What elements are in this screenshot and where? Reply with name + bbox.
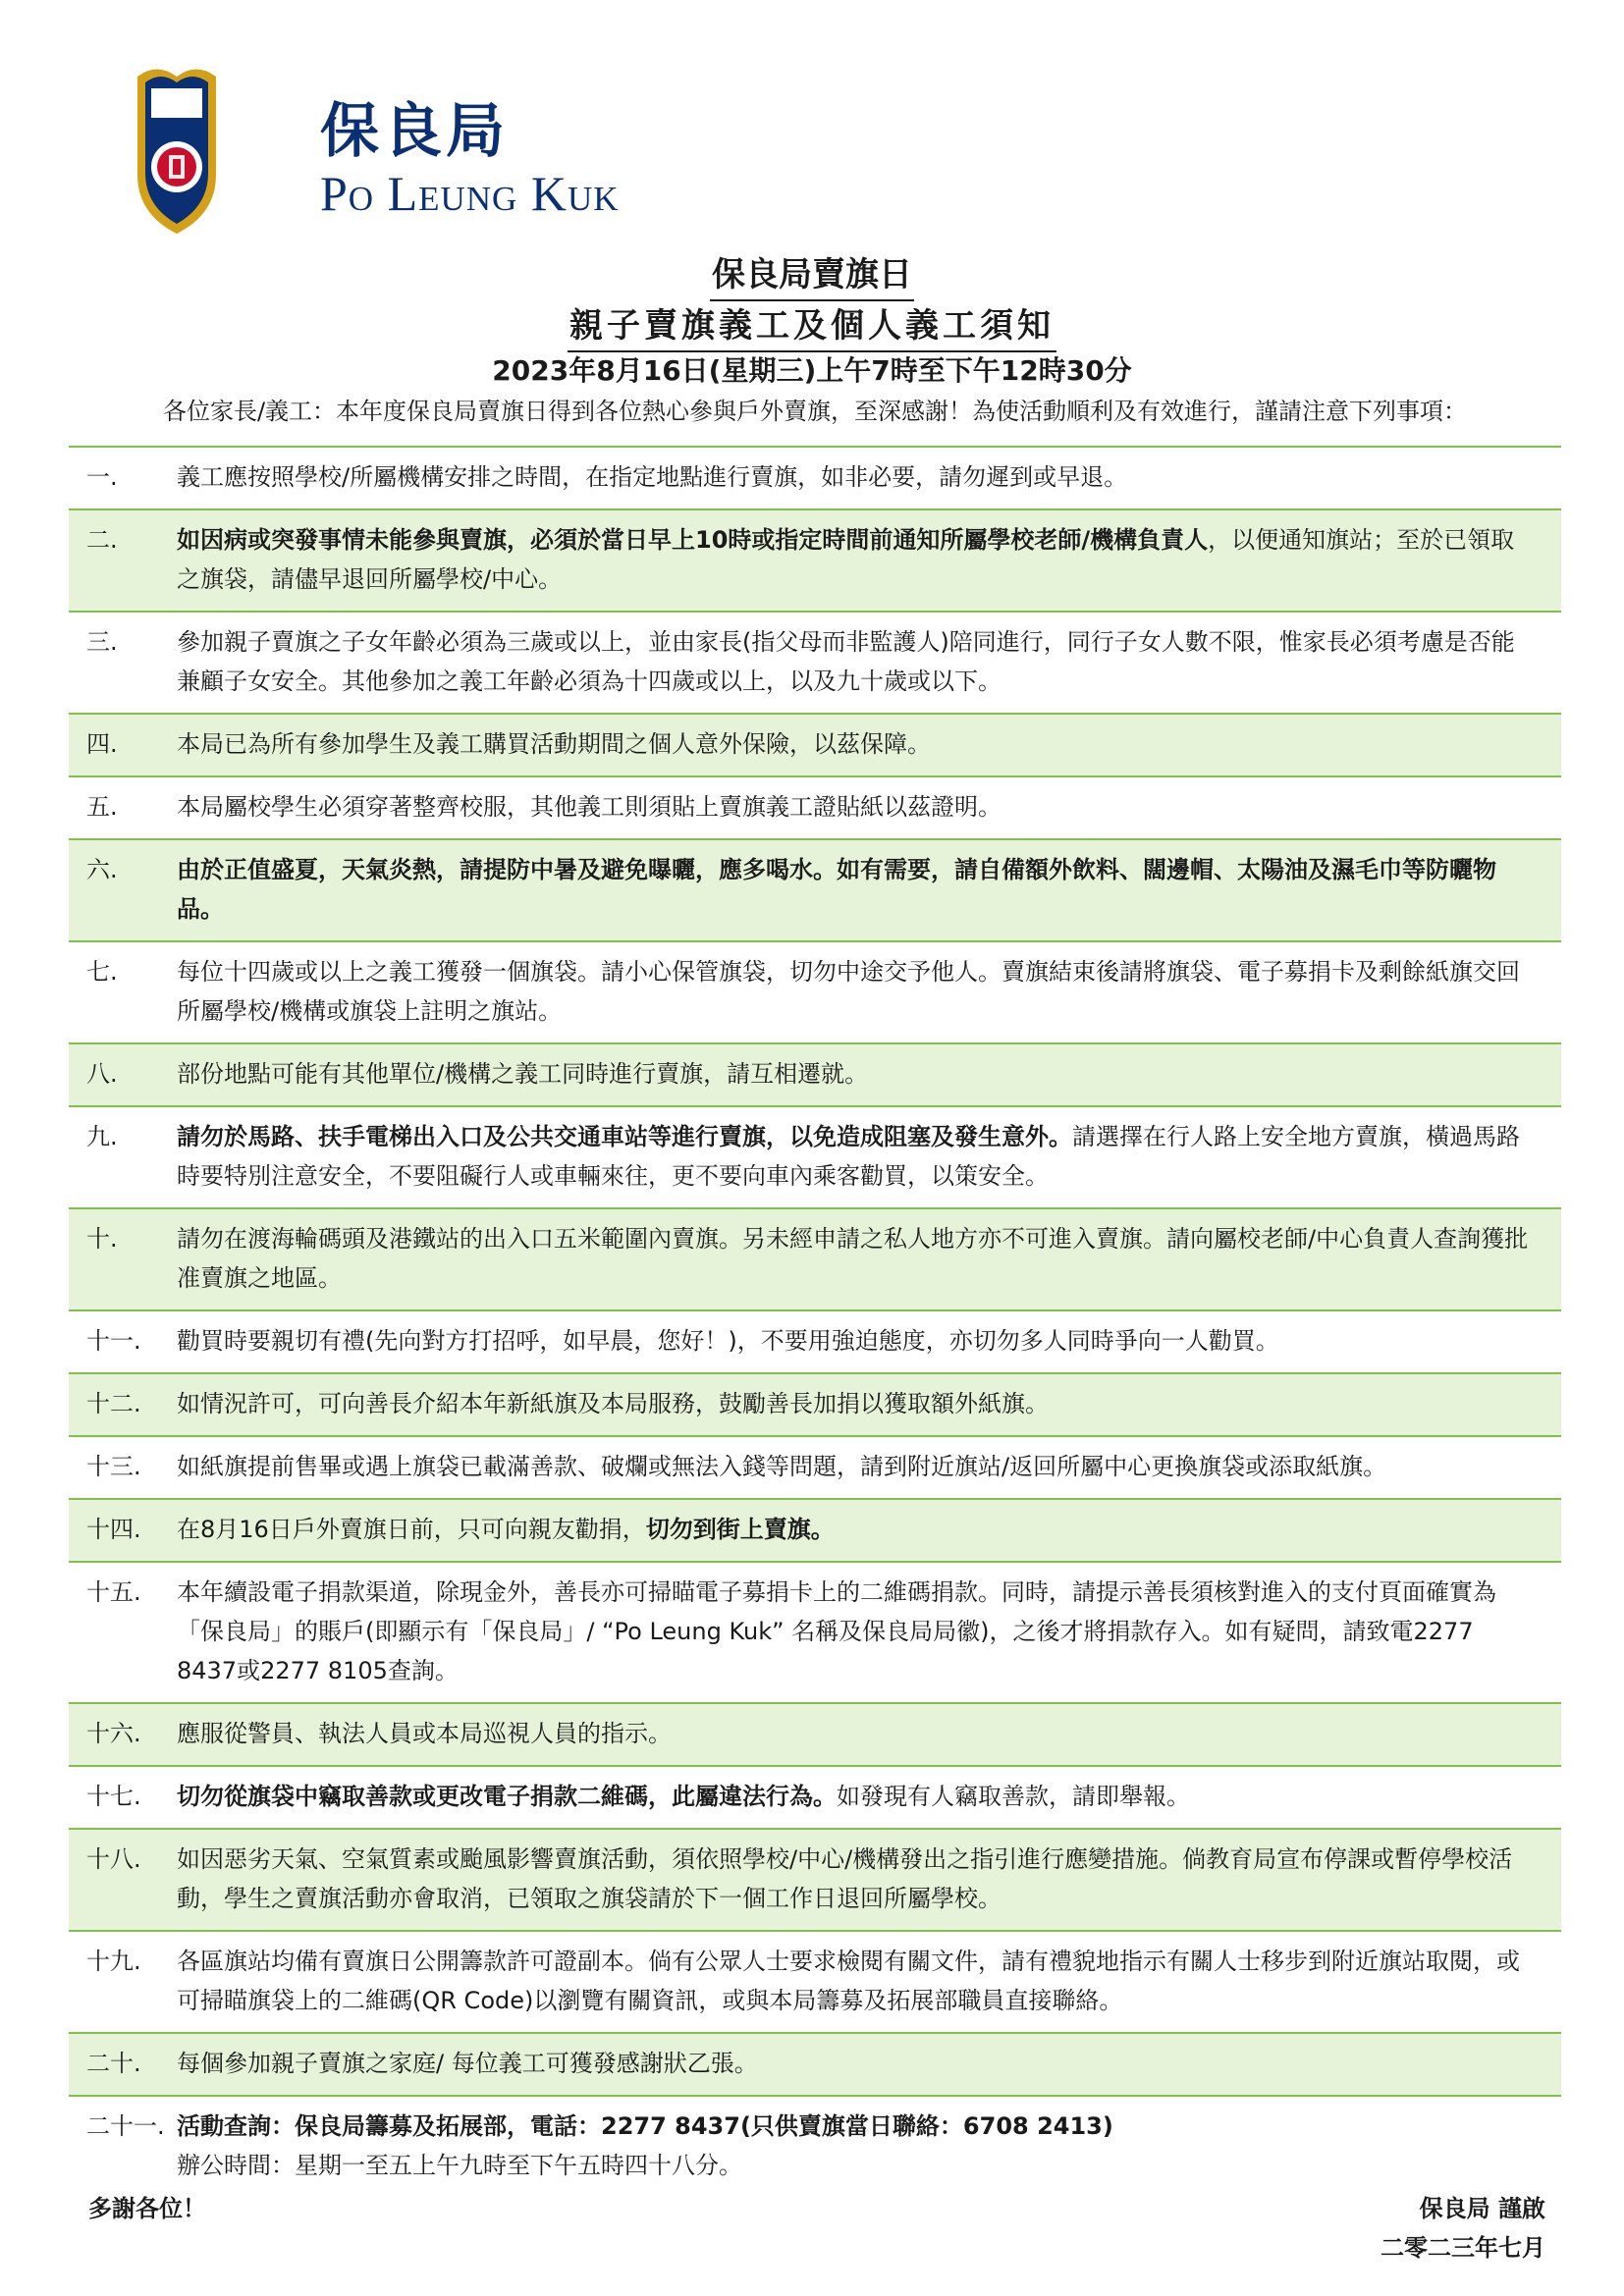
list-item [69,715,1561,777]
item-text: 部份地點可能有其他單位/機構之義工同時進行賣旗，請互相遷就。 [177,1060,869,1088]
item-number: 十九. [86,1948,141,1975]
list-item [69,1311,1561,1374]
item-text: 本局已為所有參加學生及義工購買活動期間之個人意外保險，以茲保障。 [177,730,931,758]
signature: 保良局 謹啟 [1419,2195,1545,2222]
list-item [69,2034,1561,2097]
list-item [69,1107,1561,1209]
item-text: 由於正值盛夏，天氣炎熱，請提防中暑及避免曝曬，應多喝水。如有需要，請自備額外飲料、闊邊帽、太陽油及濕毛巾等防曬物品。 [177,856,1496,923]
list-item [69,2097,1561,2197]
list-item [69,613,1561,715]
org-name-zh: 保良局 [320,97,509,166]
item-text: 勸買時要親切有禮(先向對方打招呼，如早晨，您好！)，不要用強迫態度，亦切勿多人同時爭向一人勸買。 [177,1327,1279,1355]
item-number: 六. [86,856,118,883]
list-item [69,1830,1561,1932]
item-number: 十五. [86,1578,141,1606]
list-item [69,1374,1561,1437]
list-item [69,840,1561,942]
item-text: 參加親子賣旗之子女年齡必須為三歲或以上，並由家長(指父母而非監護人)陪同進行，同行子女人數不限，惟家長必須考慮是否能兼顧子女安全。其他參加之義工年齡必須為十四歲或以上，以及九十歲或以下。 [177,628,1515,695]
item-text: 如紙旗提前售畢或遇上旗袋已載滿善款、破爛或無法入錢等問題，請到附近旗站/返回所屬中心更換旗袋或添取紙旗。 [177,1453,1387,1480]
list-item [69,1767,1561,1830]
title-line-3: 2023年8月16日(星期三)上午7時至下午12時30分 [492,354,1132,387]
item-text: 本局屬校學生必須穿著整齊校服，其他義工則須貼上賣旗義工證貼紙以茲證明。 [177,793,1001,821]
item-number: 十二. [86,1390,141,1417]
item-number: 十六. [86,1720,141,1747]
item-text: 如因惡劣天氣、空氣質素或颱風影響賣旗活動，須依照學校/中心/機構發出之指引進行應變措施。倘教育局宣布停課或暫停學校活動，學生之賣旗活動亦會取消，已領取之旗袋請於下一個工作日退回所屬學校。 [177,1845,1513,1912]
event-datetime [0,349,1624,393]
title-line-2: 親子賣旗義工及個人義工須知 [568,298,1056,352]
list-item [69,942,1561,1044]
item-text: 在8月16日戶外賣旗日前，只可向親友勸捐，切勿到街上賣旗。 [177,1516,835,1543]
item-number: 九. [86,1123,118,1150]
item-number: 二十. [86,2050,141,2077]
list-item [69,1437,1561,1500]
document-subtitle [0,298,1624,352]
signature-block [1380,2189,1545,2268]
item-number: 十三. [86,1453,141,1480]
item-text: 每位十四歲或以上之義工獲發一個旗袋。請小心保管旗袋，切勿中途交予他人。賣旗結束後請將旗袋、電子募捐卡及剩餘紙旗交回所屬學校/機構或旗袋上註明之旗站。 [177,958,1520,1025]
closing-thanks: 多謝各位！ [88,2195,206,2222]
item-number: 一. [86,463,118,491]
list-item [69,1932,1561,2034]
list-item [69,1704,1561,1767]
item-text: 如情況許可，可向善長介紹本年新紙旗及本局服務，鼓勵善長加捐以獲取額外紙旗。 [177,1390,1049,1417]
item-number: 二十一. [86,2112,165,2140]
list-item [69,448,1561,510]
notice-list [69,446,1561,2197]
document-title [0,247,1624,301]
item-text: 請勿於馬路、扶手電梯出入口及公共交通車站等進行賣旗，以免造成阻塞及發生意外。請選擇在行人路上安全地方賣旗，橫過馬路時要特別注意安全，不要阻礙行人或車輛來往，更不要向車內乘客勸買，以策安全。 [177,1123,1520,1190]
item-text: 請勿在渡海輪碼頭及港鐵站的出入口五米範圍內賣旗。另未經申請之私人地方亦不可進入賣旗。請向屬校老師/中心負責人查詢獲批准賣旗之地區。 [177,1225,1529,1292]
item-text: 切勿從旗袋中竊取善款或更改電子捐款二維碼，此屬違法行為。如發現有人竊取善款，請即舉報。 [177,1783,1190,1810]
item-number: 七. [86,958,118,986]
item-text: 如因病或突發事情未能參與賣旗，必須於當日早上10時或指定時間前通知所屬學校老師/機構負責人，以便通知旗站；至於已領取之旗袋，請儘早退回所屬學校/中心。 [177,526,1515,593]
item-text: 應服從警員、執法人員或本局巡視人員的指示。 [177,1720,672,1747]
item-text: 義工應按照學校/所屬機構安排之時間，在指定地點進行賣旗，如非必要，請勿遲到或早退。 [177,463,1128,491]
item-number: 十四. [86,1516,141,1543]
signature-date: 二零二三年七月 [1380,2234,1545,2262]
list-item [69,510,1561,613]
item-number: 十一. [86,1327,141,1355]
list-item [69,1563,1561,1704]
item-number: 八. [86,1060,118,1088]
item-number: 五. [86,793,118,821]
intro-paragraph: 各位家長/義工：本年度保良局賣旗日得到各位熱心參與戶外賣旗，至深感謝！為使活動順利及有效進行，謹請注意下列事項： [162,398,1468,425]
item-text: 各區旗站均備有賣旗日公開籌款許可證副本。倘有公眾人士要求檢閱有關文件，請有禮貌地指示有關人士移步到附近旗站取閱，或可掃瞄旗袋上的二維碼(QR Code)以瀏覽有關資訊，或與本局籌募及拓展部職員直接聯絡。 [177,1948,1520,2014]
list-item [69,777,1561,840]
list-item [69,1500,1561,1563]
item-number: 十七. [86,1783,141,1810]
item-number: 十. [86,1225,118,1253]
item-text: 活動查詢：保良局籌募及拓展部，電話：2277 8437(只供賣旗當日聯絡：6708 2413) 辦公時間：星期一至五上午九時至下午五時四十八分。 [177,2112,1113,2179]
title-line-1: 保良局賣旗日 [710,247,914,301]
org-name-en: Po Leung Kuk [320,166,620,221]
item-text: 每個參加親子賣旗之家庭/ 每位義工可獲發感謝狀乙張。 [177,2050,758,2077]
item-number: 四. [86,730,118,758]
list-item [69,1044,1561,1107]
item-number: 十八. [86,1845,141,1873]
item-text: 本年續設電子捐款渠道，除現金外，善長亦可掃瞄電子募捐卡上的二維碼捐款。同時，請提示善長須核對進入的支付頁面確實為「保良局」的賬戶(即顯示有「保良局」/ “Po Leung Kuk” 名稱及保良局局徽)，之後才將捐款存入。如有疑問，請致電2277 8437或2277 8105查詢。 [177,1578,1496,1684]
list-item [69,1209,1561,1311]
po-leung-kuk-crest-logo [118,57,353,239]
item-number: 三. [86,628,118,656]
item-number: 二. [86,526,118,554]
